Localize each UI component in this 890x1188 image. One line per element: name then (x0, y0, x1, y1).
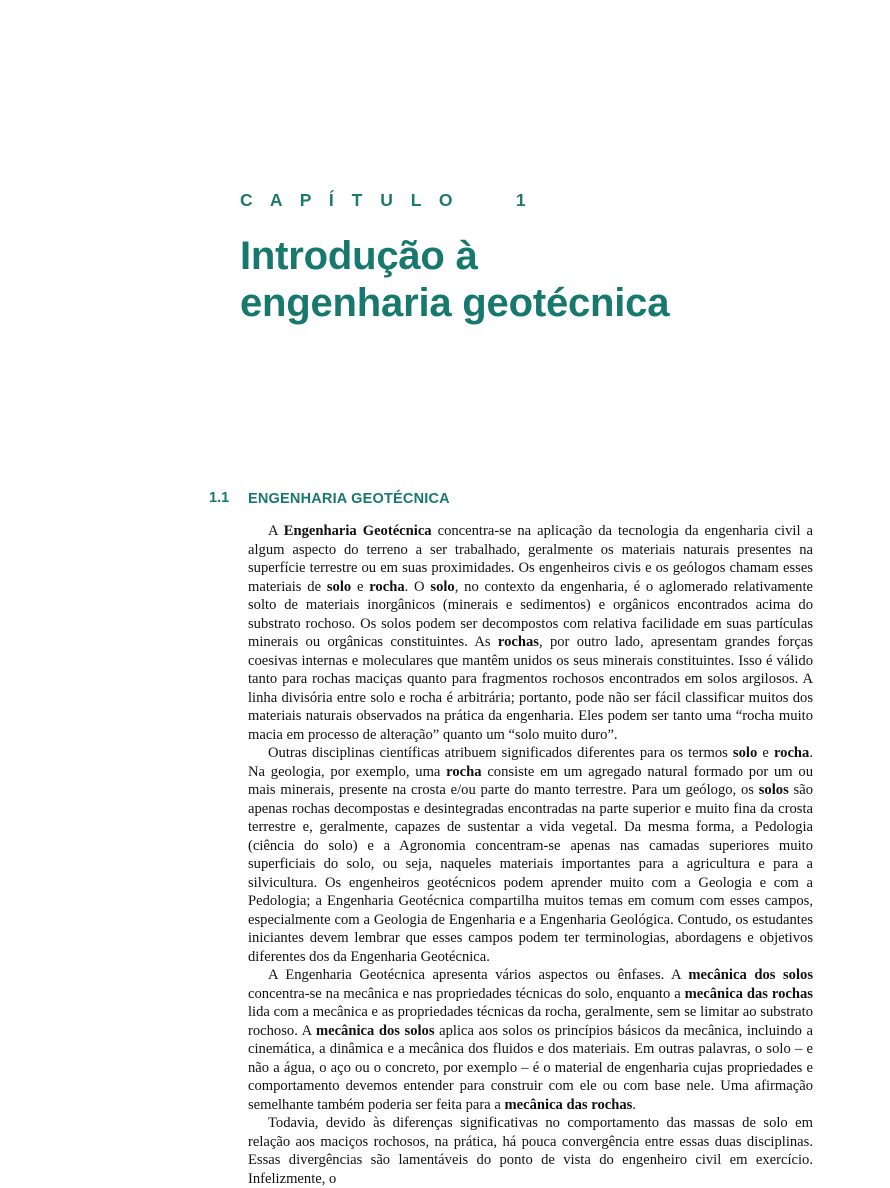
paragraph: A Engenharia Geotécnica apresenta vários aspectos ou ênfases. A mecânica dos solos concentra-se na mecânica e nas propriedades técnicas do solo, enquanto a mecânica das rochas lida com a mecânica e as propriedades técnicas da rocha, geralmente, sem se limitar ao substrato rochoso. A mecânica dos solos aplica aos solos os princípios básicos da mecânica, incluindo a cinemática, a dinâmica e a mecânica dos fluidos e dos materiais. Em outras palavras, o solo – e não a água, o aço ou o concreto, por exemplo – é o material de engenharia cujas propriedades e comportamento devemos entender para construir com ele ou com base nele. Uma afirmação semelhante também poderia ser feita para a mecânica das rochas. (248, 967, 814, 1113)
paragraph: Todavia, devido às diferenças significativas no comportamento das massas de solo em relação aos maciços rochosos, na prática, há pouca convergência entre essas duas disciplinas. Essas divergências são lamentáveis do ponto de vista do engenheiro civil em exercício. Infelizmente, o (248, 1115, 813, 1187)
body-text (248, 522, 813, 1188)
chapter-header (240, 190, 860, 327)
section-heading (209, 490, 829, 508)
paragraph: A Engenharia Geotécnica concentra-se na aplicação da tecnologia da engenharia civil a algum aspecto do terreno a ser trabalhado, geralmente os materiais naturais presentes na superfície terrestre ou em suas proximidades. Os engenheiros civis e os geólogos chamam esses materiais de solo e rocha. O solo, no contexto da engenharia, é o aglomerado relativamente solto de materiais inorgânicos (minerais e sedimentos) e orgânicos encontrados acima do substrato rochoso. Os solos podem ser decompostos com relativa facilidade em suas partículas minerais ou orgânicas constituintes. As rochas, por outro lado, apresentam grandes forças coesivas internas e moleculares que mantêm unidos os seus minerais constituintes. Isso é válido tanto para rochas maciças quanto para fragmentos rochosos encontrados em solos argilosos. A linha divisória entre solo e rocha é arbitrária; portanto, pode não ser fácil classificar muitos dos materiais naturais observados na prática da engenharia. Eles podem ser tanto uma “rocha muito macia em processo de alteração” quanto um “solo muito duro”. (248, 523, 814, 743)
chapter-eyebrow: C A P Í T U L O 1 (240, 190, 533, 210)
section-number: 1.1 (209, 490, 230, 506)
page-title (240, 233, 860, 327)
chapter-title-line-1: Introdução à (240, 234, 478, 278)
section-title: ENGENHARIA GEOTÉCNICA (248, 491, 450, 507)
paragraph: Outras disciplinas científicas atribuem significados diferentes para os termos solo e rocha. Na geologia, por exemplo, uma rocha consiste em um agregado natural formado por um ou mais minerais, presente na crosta e/ou parte do manto terrestre. Para um geólogo, os solos são apenas rochas decompostas e desintegradas encontradas na parte superior e muito fina da crosta terrestre e, geralmente, capazes de sustentar a vida vegetal. Da mesma forma, a Pedologia (ciência do solo) e a Agronomia concentram-se apenas nas camadas superiores muito superficiais do solo, ou seja, naqueles materiais importantes para a agricultura e para a silvicultura. Os engenheiros geotécnicos podem aprender muito com a Geologia e com a Pedologia; a Engenharia Geotécnica compartilha muitos temas em comum com esses campos, especialmente com a Geologia de Engenharia e a Engenharia Geológica. Contudo, os estudantes iniciantes devem lembrar que esses campos podem ter terminologias, abordagens e objetivos diferentes dos da Engenharia Geotécnica. (248, 745, 814, 965)
chapter-title-line-2: engenharia geotécnica (240, 281, 670, 326)
